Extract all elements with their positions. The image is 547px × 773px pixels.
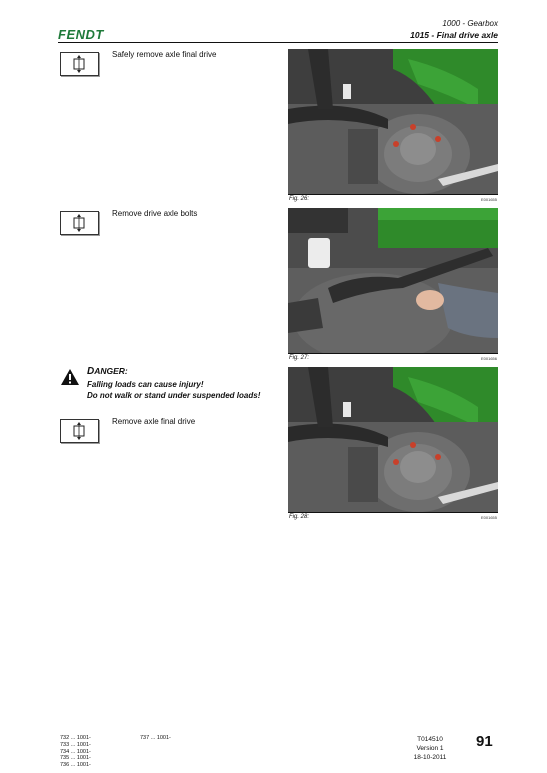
figure-code: E001655 bbox=[480, 197, 497, 202]
step-instruction: Remove axle final drive bbox=[112, 417, 196, 426]
figure-rule bbox=[288, 353, 498, 354]
disassemble-icon bbox=[70, 422, 88, 440]
chapter-section: 1000 - Gearbox bbox=[442, 19, 498, 28]
figure-caption: Fig. 27: bbox=[289, 355, 310, 361]
model-range: 736 ... 1001- bbox=[60, 762, 91, 769]
chapter-title: 1015 - Final drive axle bbox=[410, 30, 498, 40]
disassemble-icon bbox=[70, 55, 88, 73]
model-range: 734 ... 1001- bbox=[60, 748, 91, 755]
document-number: T014510 bbox=[417, 736, 443, 743]
model-range: 737 ... 1001- bbox=[140, 735, 171, 741]
disassemble-icon bbox=[70, 214, 88, 232]
figure-photo-axle-final-drive bbox=[288, 49, 498, 194]
step-instruction: Safely remove axle final drive bbox=[112, 50, 217, 59]
danger-line: Falling loads can cause injury! bbox=[87, 380, 204, 389]
footer-model-list bbox=[140, 735, 171, 742]
warning-icon bbox=[60, 368, 80, 386]
figure-caption: Fig. 26: bbox=[289, 196, 310, 202]
figure-rule bbox=[288, 194, 498, 195]
danger-line: Do not walk or stand under suspended loads! bbox=[87, 391, 261, 400]
step-icon-box bbox=[60, 52, 99, 76]
figure-code: E001656 bbox=[480, 356, 497, 361]
brand-logo: FENDT bbox=[58, 27, 104, 42]
footer-document-info bbox=[400, 735, 460, 762]
model-range: 735 ... 1001- bbox=[60, 755, 91, 762]
step-icon-box bbox=[60, 419, 99, 443]
footer-model-list bbox=[60, 735, 91, 769]
figure-rule bbox=[288, 512, 498, 513]
model-range: 733 ... 1001- bbox=[60, 741, 91, 748]
figure-code: E001655 bbox=[480, 515, 497, 520]
danger-message bbox=[87, 379, 287, 401]
header-rule bbox=[58, 42, 498, 43]
figure-photo-remove-final-drive bbox=[288, 367, 498, 512]
danger-heading: DANGER: bbox=[87, 366, 128, 377]
document-version: Version 1 bbox=[416, 745, 444, 752]
step-instruction: Remove drive axle bolts bbox=[112, 209, 198, 218]
figure-photo-drive-axle-bolts bbox=[288, 208, 498, 353]
model-range: 732 ... 1001- bbox=[60, 735, 91, 741]
page-number: 91 bbox=[476, 733, 493, 750]
figure-caption: Fig. 28: bbox=[289, 514, 310, 520]
document-date: 18-10-2011 bbox=[413, 754, 447, 761]
step-icon-box bbox=[60, 211, 99, 235]
